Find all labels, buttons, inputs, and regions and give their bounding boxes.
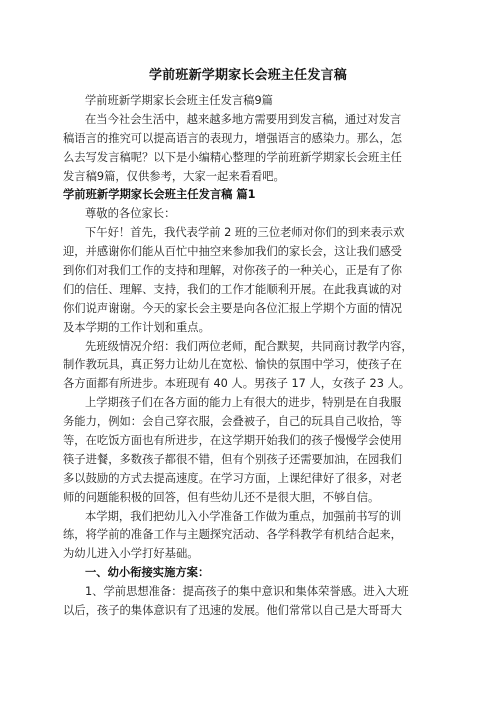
text-line: 到你们对我们工作的支持和理解，对你孩子的一种关心，正是有了你	[63, 264, 402, 278]
text-line: 么去写发言稿呢？以下是小编精心整理的学前班新学期家长会班主任	[63, 150, 402, 164]
text-line: 上学期孩子们在各方面的能力上有很大的进步，特别是在自我服	[85, 396, 402, 410]
text-line: 你们说声谢谢。今天的家长会主要是向各位汇报上学期个方面的情况	[63, 301, 402, 315]
text-line: 在当今社会生活中，越来越多地方需要用到发言稿，通过对发言	[85, 112, 402, 126]
text-line: 尊敬的各位家长：	[85, 207, 176, 221]
text-line: 稿语言的推究可以提高语言的表现力，增强语言的感染力。那么，怎	[63, 131, 402, 145]
text-line: 迎，并感谢你们能从百忙中抽空来参加我们的家长会，这让我们感受	[63, 245, 402, 259]
text-line: 先班级情况介绍：我们两位老师，配合默契，共同商讨教学内容，	[85, 339, 413, 353]
text-line: 下午好！首先，我代表学前 2 班的三位老师对你们的到来表示欢	[85, 226, 405, 240]
text-line: 师的问题能积极的回答，但有些幼儿还不是很大胆，不够自信。	[63, 490, 380, 504]
text-line: 1、学前思想准备：提高孩子的集中意识和集体荣誉感。进入大班	[85, 585, 409, 599]
text-line: 为幼儿进入小学打好基础。	[63, 547, 199, 561]
text-line: 制作教玩具，真正努力让幼儿在宽松、愉快的氛围中学习，使孩子在	[63, 358, 402, 372]
text-line: 筷子进餐，多数孩子都很不错，但有个别孩子还需要加油，在园我们	[63, 452, 402, 466]
text-line: 本学期，我们把幼儿入小学准备工作做为重点，加强前书写的训	[85, 509, 402, 523]
document-title: 学前班新学期家长会班主任发言稿	[148, 68, 347, 83]
text-line: 发言稿9篇，仅供参考，大家一起来看看吧。	[63, 169, 285, 183]
text-line: 及本学期的工作计划和重点。	[63, 320, 210, 334]
text-line: 等，在吃饭方面也有所进步，在这学期开始我们的孩子慢慢学会使用	[63, 434, 402, 448]
section-heading-line: 学前班新学期家长会班主任发言稿 篇1	[63, 188, 256, 202]
document-body	[63, 92, 437, 621]
section-heading-line: 一、幼小衔接实施方案：	[85, 566, 210, 580]
text-line: 们的信任、理解、支持，我们的工作才能顺利开展。在此我真诚的对	[63, 282, 402, 296]
text-line: 以后，孩子的集体意识有了迅速的发展。他们常常以自己是大哥哥大	[63, 604, 402, 618]
text-line: 练，将学前的准备工作与主题探究活动、各学科教学有机结合起来，	[63, 528, 402, 542]
text-line: 多以鼓励的方式去提高速度。在学习方面，上课纪律好了很多，对老	[63, 471, 402, 485]
text-line: 学前班新学期家长会班主任发言稿9篇	[85, 94, 273, 107]
text-line: 务能力，例如：会自己穿衣服，会叠被子，自己的玩具自己收拾，等	[63, 415, 402, 429]
text-line: 各方面都有所进步。本班现有 40 人。男孩子 17 人，女孩子 23 人。	[63, 377, 411, 391]
